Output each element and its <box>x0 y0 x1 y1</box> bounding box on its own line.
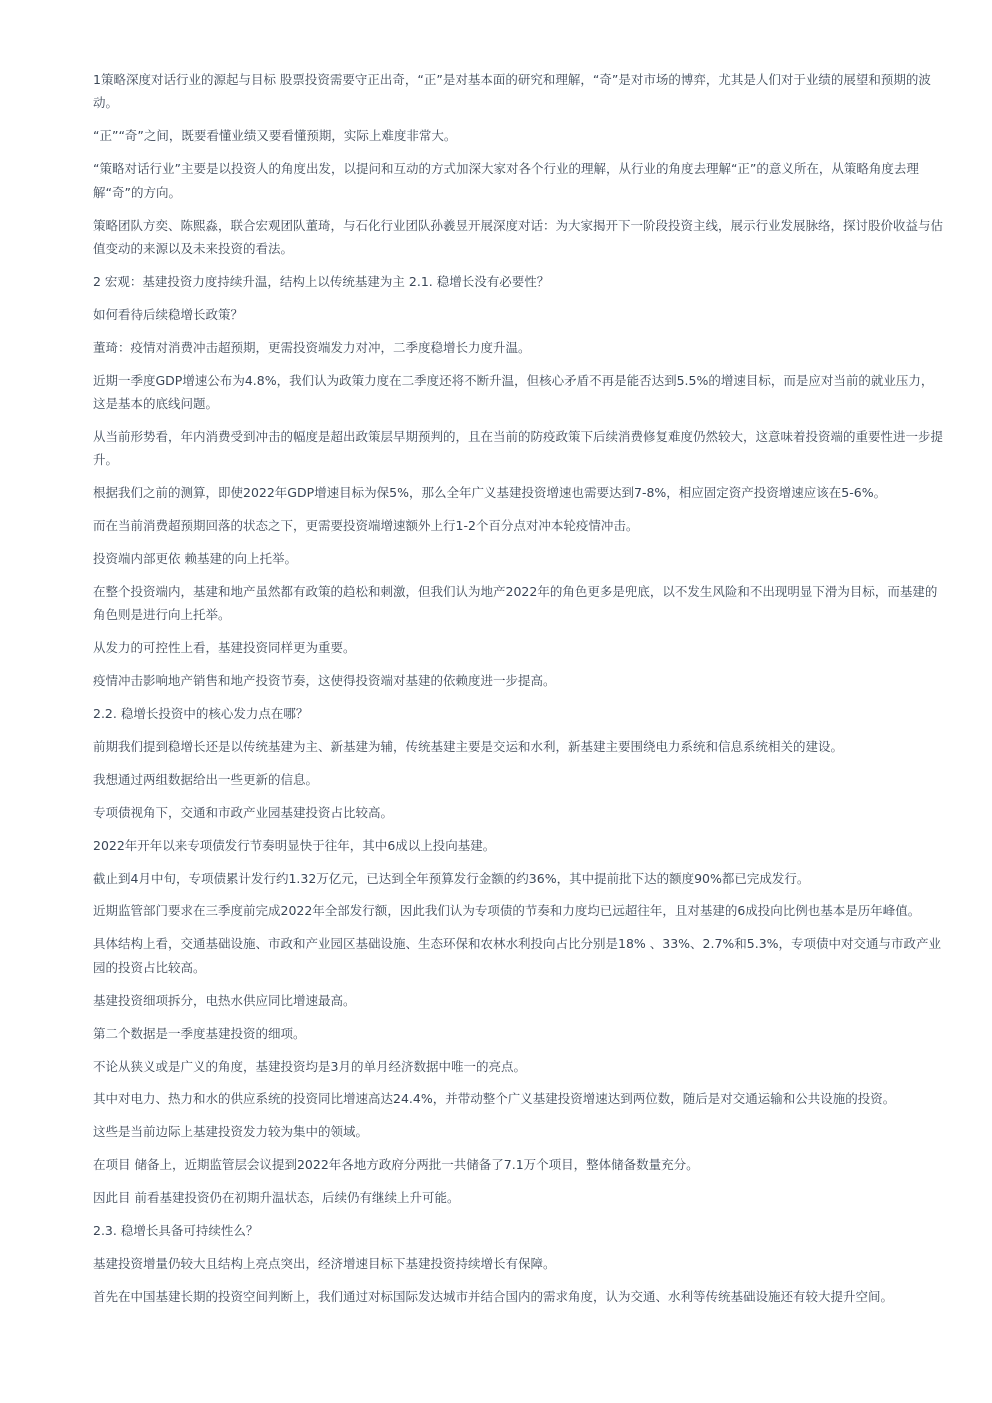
paragraph-bond-pace: 2022年开年以来专项债发行节奏明显快于往年，其中6成以上投向基建。 <box>93 837 496 853</box>
paragraph-strategy-dialogue: “策略对话行业”主要是以投资人的角度出发，以提问和互动的方式加深大家对各个行业的理解，从行业的角度去理解“正”的意义所在，从策略角度去理解“奇”的方向。 <box>93 161 919 200</box>
paragraph-special-bonds-view: 专项债视角下，交通和市政产业园基建投资占比较高。 <box>93 804 394 820</box>
paragraph-utility-growth: 其中对电力、热力和水的供应系统的投资同比增速高达24.4%，并带动整个广义基建投资增速达到两位数，随后是对交通运输和公共设施的投资。 <box>93 1091 896 1107</box>
paragraph-structure-shares: 具体结构上看，交通基础设施、市政和产业园区基础设施、生态环保和农林水利投向占比分别是18% 、33%、2.7%和5.3%，专项债中对交通与市政产业园的投资占比较高。 <box>93 936 942 975</box>
paragraph-infra-lift: 投资端内部更依 赖基建的向上托举。 <box>93 551 297 566</box>
paragraph-hedge: 而在当前消费超预期回落的状态之下，更需要投资端增速额外上行1-2个百分点对冲本轮疫情冲击。 <box>93 518 639 534</box>
paragraph-project-reserve: 在项目 储备上，近期监管层会议提到2022年各地方政府分两批一共储备了7.1万个项目，整体储备数量充分。 <box>93 1157 699 1173</box>
paragraph-two-datasets: 我想通过两组数据给出一些更新的信息。 <box>93 771 319 787</box>
paragraph-controllability: 从发力的可控性上看，基建投资同样更为重要。 <box>93 640 356 656</box>
paragraph-regulator-requirement: 近期监管部门要求在三季度前完成2022年全部发行额，因此我们认为专项债的节奏和力度均已远超往年，且对基建的6成投向比例也基本是历年峰值。 <box>93 903 921 919</box>
paragraph-focus-areas: 这些是当前边际上基建投资发力较为集中的领域。 <box>93 1124 369 1140</box>
section-heading-2-1: 2 宏观：基建投资力度持续升温，结构上以传统基建为主 2.1. 稳增长没有必要性？ <box>93 273 550 289</box>
paragraph-epidemic-impact: 疫情冲击影响地产销售和地产投资节奏，这使得投资端对基建的依赖度进一步提高。 <box>93 673 556 689</box>
paragraph-bright-spot: 不论从狭义或是广义的角度，基建投资均是3月的单月经济数据中唯一的亮点。 <box>93 1058 526 1074</box>
paragraph-second-dataset: 第二个数据是一季度基建投资的细项。 <box>93 1025 306 1041</box>
question-policy: 如何看待后续稳增长政策？ <box>93 306 244 322</box>
article-body <box>93 68 943 1318</box>
paragraph-outlook: 因此目 前看基建投资仍在初期升温状态，后续仍有继续上升可能。 <box>93 1190 460 1206</box>
paragraph-traditional-infra: 前期我们提到稳增长还是以传统基建为主、新基建为辅，传统基建主要是交运和水利，新基建主要围绕电力系统和信息系统相关的建设。 <box>93 738 844 754</box>
paragraph-bond-issued: 截止到4月中旬，专项债累计发行约1.32万亿元，已达到全年预算发行金额的约36%，其中提前批下达的额度90%都已完成发行。 <box>93 870 810 886</box>
paragraph-realestate-role: 在整个投资端内，基建和地产虽然都有政策的趋松和刺激，但我们认为地产2022年的角色更多是兜底，以不发生风险和不出现明显下滑为目标，而基建的角色则是进行向上托举。 <box>93 583 938 623</box>
paragraph-gdp: 近期一季度GDP增速公布为4.8%，我们认为政策力度在二季度还将不断升温，但核心矛盾不再是能否达到5.5%的增速目标，而是应对当前的就业压力，这是基本的底线问题。 <box>93 372 934 411</box>
paragraph-dongqi-answer: 董琦：疫情对消费冲击超预期，更需投资端发力对冲，二季度稳增长力度升温。 <box>93 339 531 355</box>
paragraph-breakdown: 基建投资细项拆分，电热水供应同比增速最高。 <box>93 992 356 1008</box>
paragraph-zheng-qi: “正”“奇”之间，既要看懂业绩又要看懂预期，实际上难度非常大。 <box>93 128 457 144</box>
paragraph-team: 策略团队方奕、陈熙淼，联合宏观团队董琦，与石化行业团队孙羲昱开展深度对话：为大家揭开下一阶段投资主线，展示行业发展脉络，探讨股价收益与估值变动的来源以及未来投资的看法。 <box>93 217 944 256</box>
section-heading-2-2: 2.2. 稳增长投资中的核心发力点在哪？ <box>93 706 309 722</box>
paragraph-sustainability: 基建投资增量仍较大且结构上亮点突出，经济增速目标下基建投资持续增长有保障。 <box>93 1255 556 1271</box>
paragraph-estimate: 根据我们之前的测算，即使2022年GDP增速目标为保5%，那么全年广义基建投资增速也需要达到7-8%，相应固定资产投资增速应该在5-6%。 <box>93 485 887 501</box>
paragraph-consumption: 从当前形势看，年内消费受到冲击的幅度是超出政策层早期预判的，且在当前的防疫政策下后续消费修复难度仍然较大，这意味着投资端的重要性进一步提升。 <box>93 428 944 468</box>
section-heading-2-3: 2.3. 稳增长具备可持续性么？ <box>93 1223 259 1239</box>
paragraph-long-term-space: 首先在中国基建长期的投资空间判断上，我们通过对标国际发达城市并结合国内的需求角度，认为交通、水利等传统基础设施还有较大提升空间。 <box>93 1288 894 1304</box>
paragraph-intro-origin: 1策略深度对话行业的源起与目标 股票投资需要守正出奇，“正”是对基本面的研究和理解，“奇”是对市场的博弈，尤其是人们对于业绩的展望和预期的波动。 <box>93 72 931 111</box>
